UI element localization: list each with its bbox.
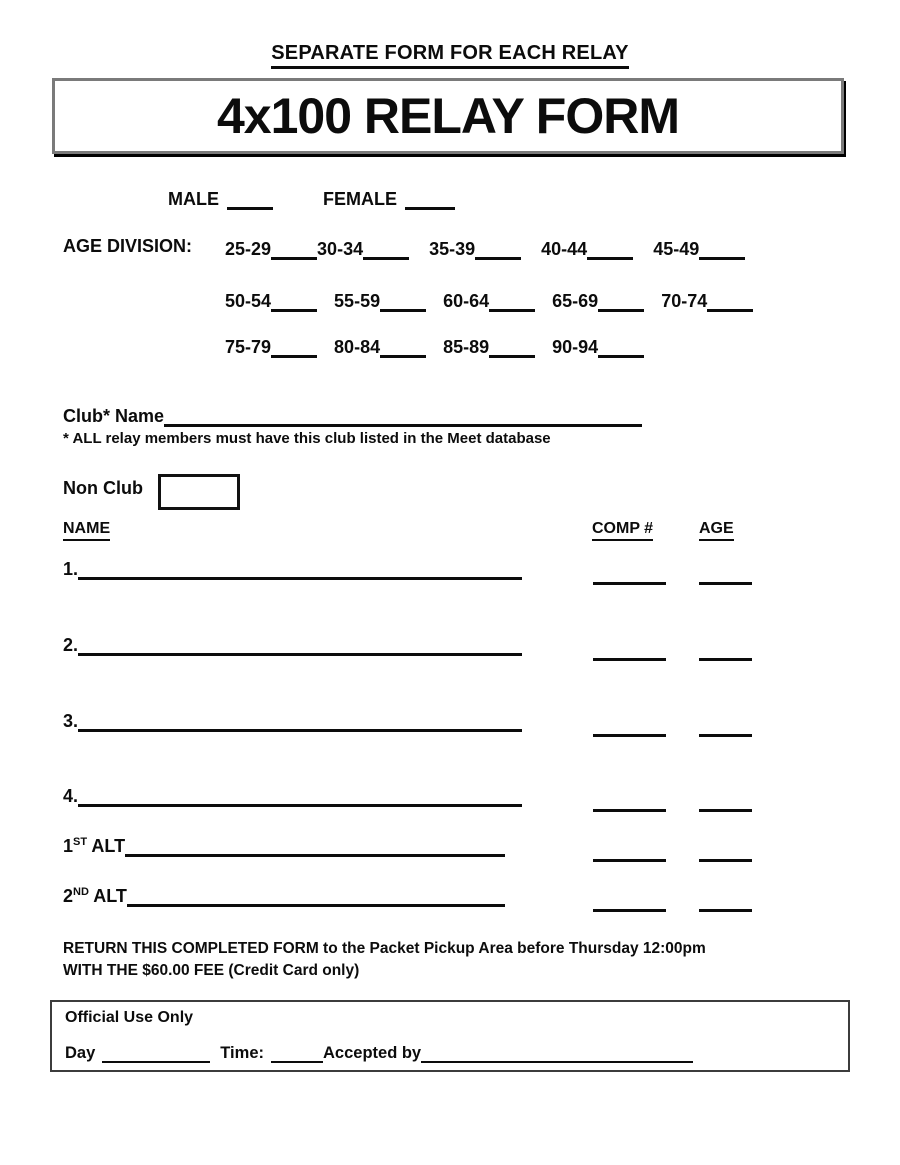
male-label: MALE	[168, 189, 219, 209]
roster-row-alt-2	[63, 886, 823, 912]
return-instructions-line1: RETURN THIS COMPLETED FORM to the Packet Pickup Area before Thursday 12:00pm	[63, 940, 706, 957]
title-box	[52, 78, 844, 154]
age-item	[541, 239, 633, 260]
age-blank[interactable]	[699, 578, 752, 585]
age-range-label: 75-79	[225, 337, 272, 357]
non-club-label: Non Club	[63, 478, 143, 498]
age-range-blank[interactable]	[271, 253, 317, 260]
age-item	[443, 337, 535, 358]
roster-row-label: 3.	[63, 711, 79, 731]
age-item	[552, 291, 644, 312]
age-range-blank[interactable]	[707, 305, 753, 312]
age-item	[334, 291, 426, 312]
column-header-age	[699, 520, 734, 541]
age-range-blank[interactable]	[587, 253, 633, 260]
age-range-blank[interactable]	[598, 351, 644, 358]
day-blank[interactable]	[102, 1057, 210, 1063]
roster-row-label: 4.	[63, 786, 79, 806]
column-header-name	[63, 520, 110, 541]
age-item	[225, 291, 317, 312]
comp-number-blank[interactable]	[593, 578, 666, 585]
age-range-blank[interactable]	[598, 305, 644, 312]
age-item	[443, 291, 535, 312]
age-item	[225, 239, 317, 260]
official-use-title: Official Use Only	[65, 1009, 194, 1026]
comp-number-blank[interactable]	[593, 905, 666, 912]
roster-row-label: 1.	[63, 559, 79, 579]
name-blank[interactable]	[78, 649, 522, 656]
age-range-label: 70-74	[661, 291, 708, 311]
female-label: FEMALE	[323, 189, 397, 209]
roster-row-main	[63, 886, 505, 907]
age-range-label: 85-89	[443, 337, 490, 357]
age-blank[interactable]	[699, 805, 752, 812]
age-item	[317, 239, 409, 260]
age-blank[interactable]	[699, 905, 752, 912]
female-blank[interactable]	[405, 203, 455, 210]
accepted-by-label: Accepted by	[323, 1044, 422, 1062]
column-header-name-text: NAME	[63, 520, 110, 541]
age-range-blank[interactable]	[489, 351, 535, 358]
age-item	[661, 291, 753, 312]
age-range-label: 55-59	[334, 291, 381, 311]
male-blank[interactable]	[227, 203, 273, 210]
age-division-row-3	[225, 334, 661, 358]
roster-row-main	[63, 635, 522, 656]
column-header-comp	[592, 520, 653, 541]
age-range-label: 90-94	[552, 337, 599, 357]
roster-row-label: 1ST ALT	[63, 836, 126, 856]
roster-row-main	[63, 711, 522, 732]
return-instructions	[63, 938, 706, 982]
club-name-blank[interactable]	[164, 420, 642, 427]
age-range-label: 30-34	[317, 239, 364, 259]
roster-row-main	[63, 836, 505, 857]
age-division-label: AGE DIVISION:	[63, 236, 193, 256]
age-blank[interactable]	[699, 654, 752, 661]
age-blank[interactable]	[699, 730, 752, 737]
roster-row-2	[63, 635, 823, 661]
age-range-label: 60-64	[443, 291, 490, 311]
club-note: * ALL relay members must have this club listed in the Meet database	[63, 430, 551, 447]
non-club-checkbox[interactable]	[158, 474, 240, 510]
age-range-blank[interactable]	[699, 253, 745, 260]
name-blank[interactable]	[78, 725, 522, 732]
age-item	[429, 239, 521, 260]
age-item	[653, 239, 745, 260]
comp-number-blank[interactable]	[593, 654, 666, 661]
age-item	[334, 337, 426, 358]
column-header-comp-text: COMP #	[592, 520, 653, 541]
age-range-label: 40-44	[541, 239, 588, 259]
roster-row-3	[63, 711, 823, 737]
roster-row-1	[63, 559, 823, 585]
return-instructions-line2: WITH THE $60.00 FEE (Credit Card only)	[63, 962, 360, 979]
roster-row-main	[63, 786, 522, 807]
age-range-label: 80-84	[334, 337, 381, 357]
roster-row-4	[63, 786, 823, 812]
official-use-box	[50, 1000, 850, 1072]
age-item	[552, 337, 644, 358]
time-blank[interactable]	[271, 1057, 323, 1063]
age-range-blank[interactable]	[271, 305, 317, 312]
club-name-row	[63, 403, 642, 427]
column-header-age-text: AGE	[699, 520, 734, 541]
name-blank[interactable]	[127, 900, 505, 907]
gender-row	[168, 186, 455, 210]
age-range-label: 25-29	[225, 239, 272, 259]
age-range-label: 65-69	[552, 291, 599, 311]
age-division-row-2	[225, 288, 770, 312]
age-range-blank[interactable]	[363, 253, 409, 260]
name-blank[interactable]	[78, 800, 522, 807]
form-title: 4x100 RELAY FORM	[217, 88, 679, 144]
name-blank[interactable]	[78, 573, 522, 580]
roster-row-alt-1	[63, 836, 823, 862]
day-label: Day	[65, 1044, 96, 1062]
age-range-blank[interactable]	[380, 351, 426, 358]
accepted-by-blank[interactable]	[421, 1057, 693, 1063]
age-range-blank[interactable]	[271, 351, 317, 358]
age-blank[interactable]	[699, 855, 752, 862]
time-label: Time:	[220, 1044, 264, 1062]
form-subtitle-text: SEPARATE FORM FOR EACH RELAY	[271, 42, 628, 69]
roster-row-label: 2ND ALT	[63, 886, 127, 906]
form-subtitle	[0, 42, 900, 69]
roster-row-main	[63, 559, 522, 580]
comp-number-blank[interactable]	[593, 730, 666, 737]
age-range-label: 50-54	[225, 291, 272, 311]
comp-number-blank[interactable]	[593, 855, 666, 862]
age-item	[225, 337, 317, 358]
club-name-label: Club* Name	[63, 406, 165, 426]
official-use-line	[65, 1041, 693, 1063]
age-range-label: 35-39	[429, 239, 476, 259]
roster-row-label: 2.	[63, 635, 79, 655]
age-range-label: 45-49	[653, 239, 700, 259]
age-range-blank[interactable]	[380, 305, 426, 312]
comp-number-blank[interactable]	[593, 805, 666, 812]
age-division-row-1	[225, 236, 765, 260]
age-range-blank[interactable]	[475, 253, 521, 260]
name-blank[interactable]	[125, 850, 505, 857]
age-range-blank[interactable]	[489, 305, 535, 312]
